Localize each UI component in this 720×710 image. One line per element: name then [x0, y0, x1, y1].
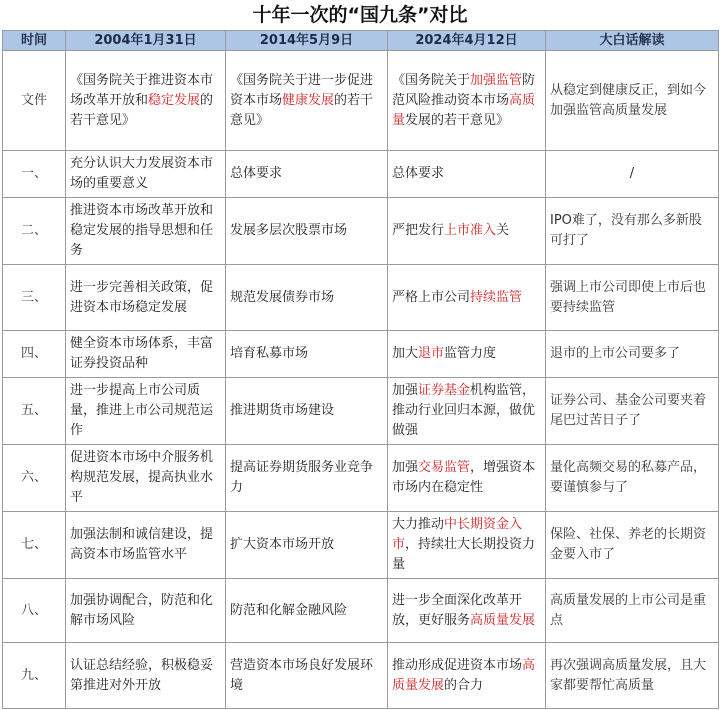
header-time: 时间 [3, 31, 66, 51]
cell-text: 高质量发展的上市公司是重点 [550, 592, 707, 628]
highlight-text: 退市 [418, 346, 445, 361]
cell-text: 推动形成促进资本市场 [392, 657, 523, 673]
cell-text: 加强 [392, 383, 419, 398]
table-row [3, 512, 719, 579]
cell-2004 [66, 579, 226, 643]
cell-interpretation [546, 265, 719, 331]
highlight-text: 稳定发展 [148, 92, 201, 108]
cell-2024 [388, 579, 546, 643]
row-label: 一、 [3, 151, 66, 198]
header-2024: 2024年4月12日 [388, 31, 546, 51]
cell-text: 扩大资本市场开放 [230, 537, 335, 552]
cell-text: 从稳定到健康反正，到如今加强监管高质量发展 [550, 82, 707, 118]
cell-text: 总体要求 [230, 166, 283, 181]
cell-text: 《国务院关于 [392, 72, 471, 88]
comparison-table [2, 30, 719, 709]
cell-interpretation [546, 378, 719, 445]
cell-2014 [226, 378, 388, 445]
cell-text: 关 [496, 223, 510, 238]
cell-interpretation [546, 198, 719, 265]
cell-text: 健全资本市场体系，丰富证券投资品种 [70, 336, 214, 371]
cell-2014 [226, 331, 388, 378]
cell-2014 [226, 579, 388, 643]
row-label: 七、 [3, 512, 66, 579]
table-row [3, 51, 719, 151]
cell-text: 的若干意见》 [230, 92, 374, 128]
cell-text: 的若干意见》 [70, 92, 214, 128]
cell-interpretation [546, 331, 719, 378]
cell-2004 [66, 151, 226, 198]
cell-text: 保险、社保、养老的长期资金要入市了 [550, 527, 707, 562]
cell-text: 再次强调高质量发展，且大家都要帮忙高质量 [550, 657, 707, 693]
cell-text: 发展多层次股票市场 [230, 223, 348, 238]
highlight-text: 高质量 [392, 92, 536, 128]
cell-text: 强调上市公司即使上市后也要持续监管 [550, 279, 707, 315]
highlight-text: 交易监管 [418, 460, 471, 475]
cell-text: 营造资本市场良好发展环境 [230, 657, 374, 693]
highlight-text: 中长期资金入市 [392, 517, 523, 552]
cell-2014 [226, 512, 388, 579]
cell-text: 加强协调配合，防范和化解市场风险 [70, 592, 214, 628]
cell-2014 [226, 265, 388, 331]
highlight-text: 上市准入 [444, 223, 497, 238]
cell-2004 [66, 331, 226, 378]
cell-text: 大力推动 [392, 517, 445, 532]
header-2014: 2014年5月9日 [226, 31, 388, 51]
cell-text: 退市的上市公司要多了 [550, 346, 681, 361]
cell-2024 [388, 265, 546, 331]
cell-text: 促进资本市场中介服务机构规范发展，提高执业水平 [70, 450, 214, 505]
cell-text: 加强法制和诚信建设，提高资本市场监管水平 [70, 527, 214, 562]
cell-text: 进一步提高上市公司质量，推进上市公司规范运作 [70, 383, 214, 438]
cell-text: / [629, 166, 635, 181]
highlight-text: 健康发展 [282, 92, 335, 108]
cell-text: 的合力 [444, 677, 484, 693]
cell-text: 推进期货市场建设 [230, 403, 335, 418]
cell-text: 总体要求 [392, 166, 445, 181]
cell-text: 发展的若干意见》 [405, 112, 510, 128]
table-row [3, 378, 719, 445]
cell-2024 [388, 331, 546, 378]
cell-2014 [226, 151, 388, 198]
cell-text: 加强 [392, 460, 419, 475]
cell-2014 [226, 643, 388, 709]
cell-text: 《国务院关于推进资本市场改革开放和 [70, 72, 214, 108]
cell-text: 严格上市公司 [392, 289, 471, 305]
cell-text: 证券公司、基金公司要夹着尾巴过苦日子了 [550, 393, 707, 428]
header-interpretation: 大白话解读 [546, 31, 719, 51]
cell-2004 [66, 445, 226, 512]
cell-2014 [226, 51, 388, 151]
cell-text: 进一步完善相关政策，促进资本市场稳定发展 [70, 279, 214, 315]
cell-2014 [226, 445, 388, 512]
table-row [3, 198, 719, 265]
header-row [3, 31, 719, 51]
table-row [3, 445, 719, 512]
highlight-text: 证券基金 [418, 383, 471, 398]
cell-text: IPO难了，没有那么多新股可打了 [550, 213, 702, 248]
highlight-text: 持续监管 [470, 289, 523, 305]
table-row [3, 579, 719, 643]
cell-interpretation [546, 579, 719, 643]
cell-interpretation [546, 445, 719, 512]
cell-text: 防范和化解金融风险 [230, 602, 348, 618]
cell-interpretation [546, 51, 719, 151]
cell-text: 规范发展债券市场 [230, 289, 335, 305]
cell-interpretation [546, 512, 719, 579]
table-row [3, 331, 719, 378]
cell-text: 机构监管，推动行业回归本源，做优做强 [392, 383, 536, 438]
row-label: 五、 [3, 378, 66, 445]
cell-text: 防范风险推动资本市场 [392, 72, 536, 108]
cell-interpretation [546, 151, 719, 198]
cell-text: 严把发行 [392, 223, 445, 238]
cell-2024 [388, 198, 546, 265]
cell-2004 [66, 512, 226, 579]
cell-2024 [388, 151, 546, 198]
cell-2004 [66, 378, 226, 445]
row-label: 文件 [3, 51, 66, 151]
row-label: 六、 [3, 445, 66, 512]
cell-2004 [66, 198, 226, 265]
cell-2024 [388, 51, 546, 151]
cell-text: 加大 [392, 346, 419, 361]
highlight-text: 高质量发展 [392, 657, 536, 693]
cell-text: 进一步全面深化改革开放，更好服务 [392, 592, 523, 628]
row-label: 八、 [3, 579, 66, 643]
cell-2024 [388, 445, 546, 512]
page-title: 十年一次的“国九条”对比 [252, 4, 468, 26]
table-row [3, 151, 719, 198]
cell-interpretation [546, 643, 719, 709]
cell-text: 推进资本市场改革开放和稳定发展的指导思想和任务 [70, 203, 214, 258]
table-row [3, 643, 719, 709]
cell-text: ，持续壮大长期投资力量 [392, 537, 536, 572]
cell-2024 [388, 512, 546, 579]
cell-text: 充分认识大力发展资本市场的重要意义 [70, 156, 214, 191]
row-label: 二、 [3, 198, 66, 265]
cell-2004 [66, 51, 226, 151]
cell-2024 [388, 378, 546, 445]
cell-text: 监管力度 [444, 346, 497, 361]
cell-2004 [66, 265, 226, 331]
cell-text: 提高证券期货服务业竞争力 [230, 460, 374, 495]
cell-text: 认证总结经验，积极稳妥第推进对外开放 [70, 657, 214, 693]
cell-text: 量化高频交易的私募产品，要谨慎参与了 [550, 460, 707, 495]
cell-text: 《国务院关于进一步促进资本市场 [230, 72, 374, 108]
header-2004: 2004年1月31日 [66, 31, 226, 51]
row-label: 三、 [3, 265, 66, 331]
cell-2024 [388, 643, 546, 709]
row-label: 四、 [3, 331, 66, 378]
cell-2004 [66, 643, 226, 709]
cell-text: 培育私募市场 [230, 346, 309, 361]
highlight-text: 高质量发展 [470, 612, 536, 628]
cell-2014 [226, 198, 388, 265]
cell-text: ，增强资本市场内在稳定性 [392, 460, 536, 495]
row-label: 九、 [3, 643, 66, 709]
highlight-text: 加强监管 [470, 72, 523, 88]
table-row [3, 265, 719, 331]
